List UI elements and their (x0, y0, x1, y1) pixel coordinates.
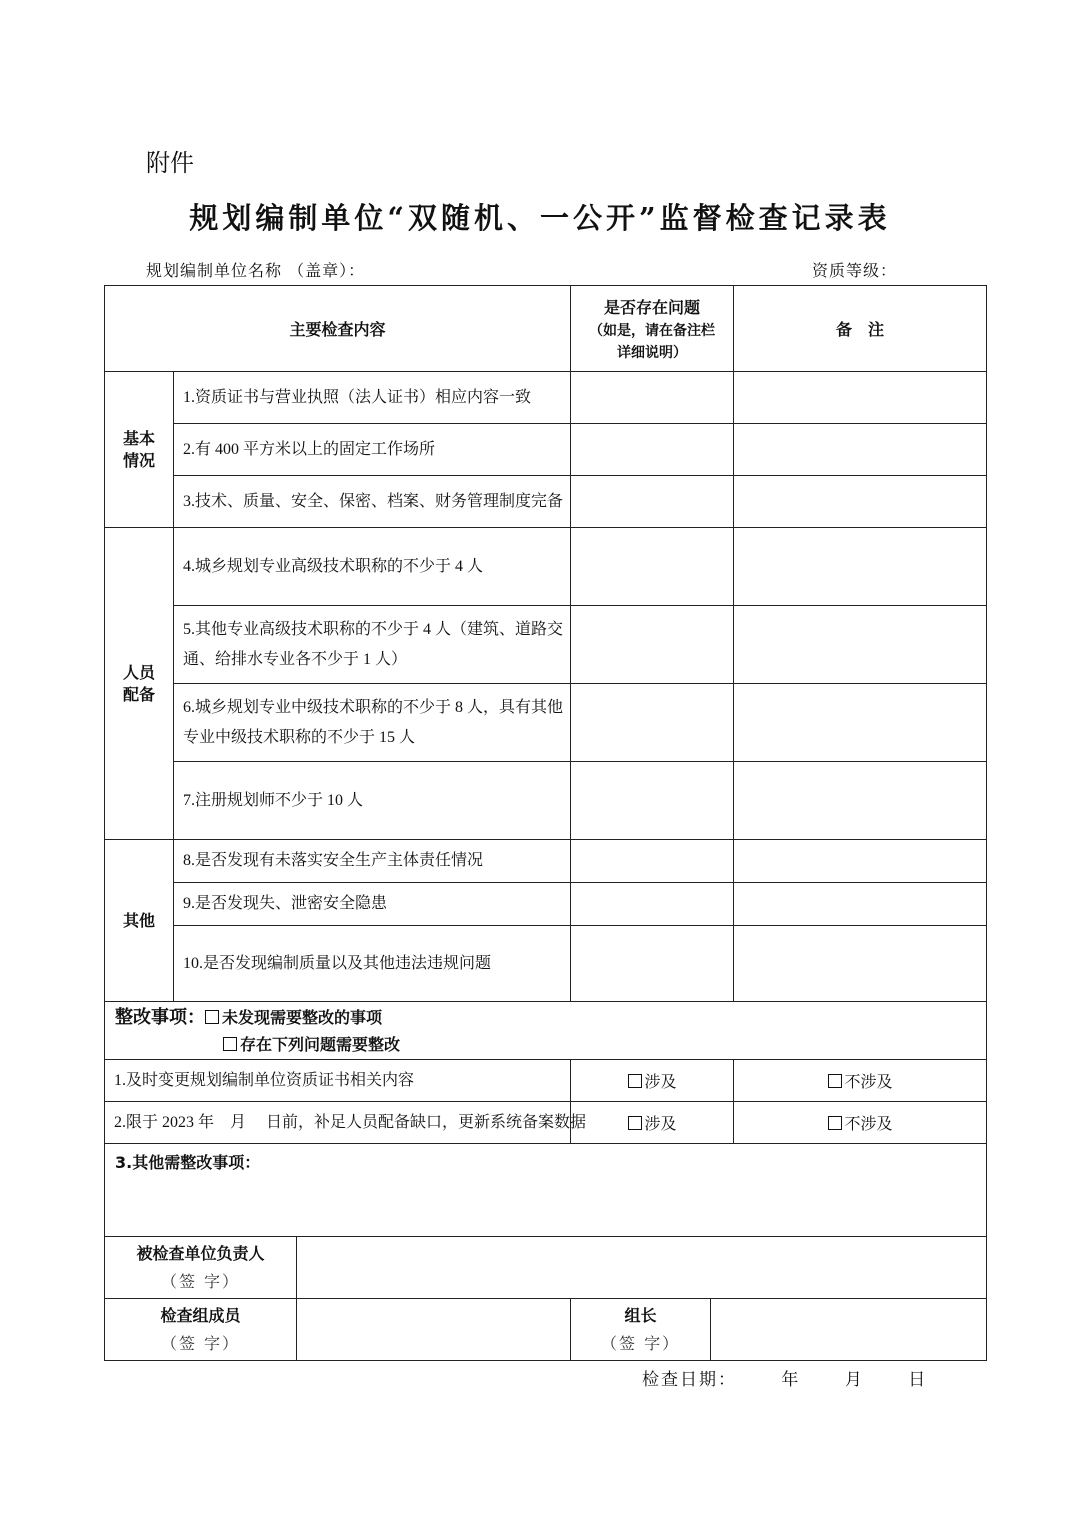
involved-label: 涉及 (644, 1116, 677, 1133)
table-row (105, 684, 987, 762)
option-no-issue: 未发现需要整改的事项 (222, 1007, 383, 1027)
option-has-issue: 存在下列问题需要整改 (240, 1034, 401, 1054)
item-5: 5.其他专业高级技术职称的不少于 4 人（建筑、道路交通、给排水专业各不少于 1 人） (174, 606, 571, 684)
other-rectification-label: 3.其他需整改事项： (115, 1153, 261, 1172)
item-1: 1.资质证书与营业执照（法人证书）相应内容一致 (174, 372, 571, 424)
item-4: 4.城乡规划专业高级技术职称的不少于 4 人 (174, 528, 571, 606)
document-title: 规划编制单位“双随机、一公开”监督检查记录表 (189, 201, 891, 235)
item-8-remarks-cell[interactable] (734, 840, 987, 883)
item-1-issue-cell[interactable] (571, 372, 734, 424)
rectification-item-2: 2.限于 2023 年 月 日前，补足人员配备缺口，更新系统备案数据 (105, 1102, 571, 1144)
item-8-issue-cell[interactable] (571, 840, 734, 883)
sign-note: （签 字） (160, 1333, 241, 1353)
item-5-remarks-cell[interactable] (734, 606, 987, 684)
header-issue-line2: （如是，请在备注栏 (589, 323, 716, 339)
item-2: 2.有 400 平方米以上的固定工作场所 (174, 424, 571, 476)
check-date: 检查日期： 年 月 日 (642, 1370, 928, 1390)
item-9: 9.是否发现失、泄密安全隐患 (174, 883, 571, 926)
rectification-row (105, 1002, 987, 1060)
sign-note: （签 字） (600, 1333, 681, 1353)
item-5-issue-cell[interactable] (571, 606, 734, 684)
inspection-table (104, 285, 987, 1361)
rectification-cell (105, 1002, 987, 1060)
inspector-members-label: 检查组成员 (160, 1305, 241, 1325)
category-basic-label: 基本情况 (122, 428, 155, 470)
item-4-remarks-cell[interactable] (734, 528, 987, 606)
rectification-item-2-not-involved[interactable] (734, 1102, 987, 1144)
item-3-issue-cell[interactable] (571, 476, 734, 528)
rectification-item-1: 1.及时变更规划编制单位资质证书相关内容 (105, 1060, 571, 1102)
category-basic (105, 372, 174, 528)
table-row (105, 424, 987, 476)
checkbox-icon[interactable] (828, 1074, 842, 1088)
item-6-issue-cell[interactable] (571, 684, 734, 762)
category-other: 其他 (105, 840, 174, 1002)
item-4-issue-cell[interactable] (571, 528, 734, 606)
item-7-remarks-cell[interactable] (734, 762, 987, 840)
table-row (105, 926, 987, 1002)
category-staff-label: 人员配备 (122, 662, 155, 704)
group-leader-cell (571, 1299, 711, 1361)
rectification-item-2-involved[interactable] (571, 1102, 734, 1144)
item-7: 7.注册规划师不少于 10 人 (174, 762, 571, 840)
item-9-remarks-cell[interactable] (734, 883, 987, 926)
item-8: 8.是否发现有未落实安全生产主体责任情况 (174, 840, 571, 883)
table-row (105, 762, 987, 840)
item-10-issue-cell[interactable] (571, 926, 734, 1002)
rectification-label: 整改事项： (115, 1006, 205, 1028)
header-content: 主要检查内容 (105, 286, 571, 372)
item-2-remarks-cell[interactable] (734, 424, 987, 476)
table-row (105, 840, 987, 883)
rectification-item-row (105, 1102, 987, 1144)
table-row (105, 528, 987, 606)
table-header-row (105, 286, 987, 372)
group-leader-signature[interactable] (711, 1299, 987, 1361)
inspected-head-label: 被检查单位负责人 (136, 1243, 265, 1263)
involved-label: 涉及 (644, 1074, 677, 1091)
table-row (105, 372, 987, 424)
header-issue-line3: 详细说明） (617, 345, 688, 361)
category-staff (105, 528, 174, 840)
attachment-label: 附件 (146, 149, 194, 177)
item-6-remarks-cell[interactable] (734, 684, 987, 762)
other-rectification-cell[interactable] (105, 1144, 987, 1237)
other-rectification-row (105, 1144, 987, 1237)
not-involved-label: 不涉及 (844, 1116, 893, 1133)
unit-name-label: 规划编制单位名称 （盖章）： (146, 261, 366, 280)
rectification-item-row (105, 1060, 987, 1102)
item-10: 10.是否发现编制质量以及其他违法违规问题 (174, 926, 571, 1002)
checkbox-icon[interactable] (828, 1116, 842, 1130)
inspected-head-signature[interactable] (297, 1237, 987, 1299)
item-3-remarks-cell[interactable] (734, 476, 987, 528)
checkbox-no-issue[interactable] (205, 1010, 219, 1024)
checkbox-icon[interactable] (628, 1074, 642, 1088)
item-1-remarks-cell[interactable] (734, 372, 987, 424)
rectification-item-1-not-involved[interactable] (734, 1060, 987, 1102)
item-6: 6.城乡规划专业中级技术职称的不少于 8 人，具有其他专业中级技术职称的不少于 15 人 (174, 684, 571, 762)
table-row (105, 883, 987, 926)
inspected-head-cell (105, 1237, 297, 1299)
qualification-label: 资质等级： (812, 261, 898, 280)
item-2-issue-cell[interactable] (571, 424, 734, 476)
header-issue (571, 286, 734, 372)
inspector-members-signature[interactable] (297, 1299, 571, 1361)
rectification-item-1-involved[interactable] (571, 1060, 734, 1102)
table-row (105, 606, 987, 684)
sign-note: （签 字） (160, 1271, 241, 1291)
checkbox-has-issue[interactable] (223, 1037, 237, 1051)
not-involved-label: 不涉及 (844, 1074, 893, 1091)
item-7-issue-cell[interactable] (571, 762, 734, 840)
item-10-remarks-cell[interactable] (734, 926, 987, 1002)
item-3: 3.技术、质量、安全、保密、档案、财务管理制度完备 (174, 476, 571, 528)
signature-row (105, 1299, 987, 1361)
signature-row (105, 1237, 987, 1299)
header-issue-line1: 是否存在问题 (604, 298, 701, 317)
header-remarks: 备 注 (734, 286, 987, 372)
table-row (105, 476, 987, 528)
inspector-members-cell (105, 1299, 297, 1361)
item-9-issue-cell[interactable] (571, 883, 734, 926)
group-leader-label: 组长 (624, 1305, 657, 1325)
checkbox-icon[interactable] (628, 1116, 642, 1130)
